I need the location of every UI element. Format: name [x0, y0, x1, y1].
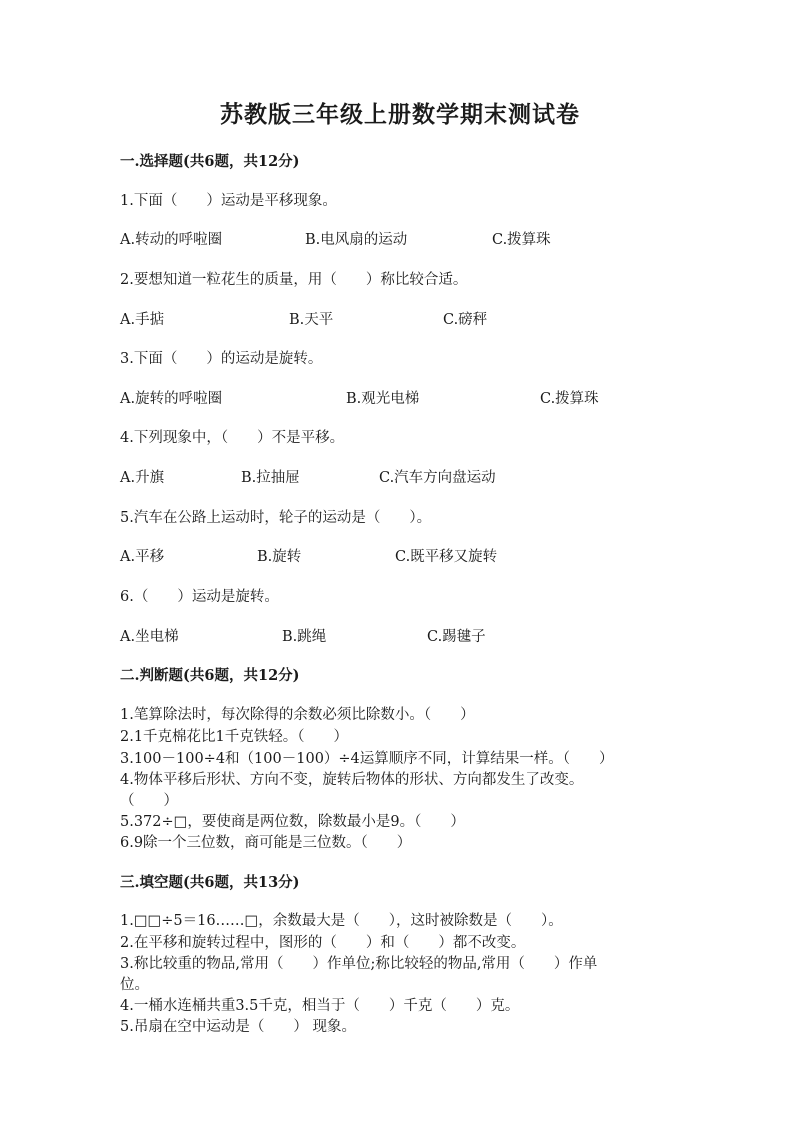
- option-1-1-b: B.电风扇的运动: [305, 232, 408, 248]
- fill-line-1: 1.□□÷5＝16……□，余数最大是（ ），这时被除数是（ ）。: [120, 913, 563, 929]
- question-1-2: 2.要想知道一粒花生的质量，用（ ）称比较合适。: [120, 272, 468, 288]
- option-1-2-a: A.手掂: [120, 312, 165, 328]
- section-heading-judgment: 二.判断题(共6题，共12分): [120, 667, 300, 684]
- judgment-line-5: 5.372÷□，要使商是两位数，除数最小是9。（ ）: [120, 814, 465, 830]
- option-1-3-b: B.观光电梯: [346, 391, 420, 407]
- fill-line-3: 3.称比较重的物品,常用（ ）作单位;称比较轻的物品,常用（ ）作单: [120, 956, 598, 972]
- option-1-6-a: A.坐电梯: [120, 629, 179, 645]
- question-1-6: 6.（ ）运动是旋转。: [120, 589, 279, 605]
- option-1-2-b: B.天平: [289, 312, 334, 328]
- fill-line-2: 2.在平移和旋转过程中，图形的（ ）和（ ）都不改变。: [120, 935, 526, 951]
- option-1-5-b: B.旋转: [257, 549, 302, 565]
- option-1-3-a: A.旋转的呼啦圈: [120, 391, 223, 407]
- section-heading-choice: 一.选择题(共6题，共12分): [120, 153, 300, 170]
- judgment-line-6: 6.9除一个三位数，商可能是三位数。（ ）: [120, 835, 412, 851]
- fill-line-4: 4.一桶水连桶共重3.5千克，相当于（ ）千克（ ）克。: [120, 998, 520, 1014]
- fill-line-5: 5.吊扇在空中运动是（ ） 现象。: [120, 1019, 356, 1035]
- question-1-1: 1.下面（ ）运动是平移现象。: [120, 193, 337, 209]
- fill-line-3-cont: 位。: [120, 977, 149, 993]
- question-1-3: 3.下面（ ）的运动是旋转。: [120, 351, 323, 367]
- option-1-5-c: C.既平移又旋转: [395, 549, 498, 565]
- section-heading-fill: 三.填空题(共6题，共13分): [120, 874, 300, 891]
- option-1-4-a: A.升旗: [120, 470, 165, 486]
- question-1-5: 5.汽车在公路上运动时，轮子的运动是（ ）。: [120, 510, 432, 526]
- option-1-6-c: C.踢毽子: [427, 629, 486, 645]
- option-1-4-c: C.汽车方向盘运动: [379, 470, 496, 486]
- option-1-6-b: B.跳绳: [282, 629, 327, 645]
- judgment-line-1: 1.笔算除法时，每次除得的余数必须比除数小。（ ）: [120, 707, 475, 723]
- exam-title: 苏教版三年级上册数学期末测试卷: [220, 101, 580, 128]
- option-1-1-c: C.拨算珠: [492, 232, 551, 248]
- judgment-line-3: 3.100－100÷4和（100－100）÷4运算顺序不同，计算结果一样。（ ）: [120, 751, 614, 767]
- judgment-line-4: 4.物体平移后形状、方向不变，旋转后物体的形状、方向都发生了改变。: [120, 772, 584, 788]
- question-1-4: 4.下列现象中，（ ）不是平移。: [120, 430, 345, 446]
- option-1-2-c: C.磅秤: [443, 312, 488, 328]
- option-1-4-b: B.拉抽屉: [241, 470, 300, 486]
- option-1-1-a: A.转动的呼啦圈: [120, 232, 223, 248]
- judgment-line-2: 2.1千克棉花比1千克铁轻。（ ）: [120, 729, 349, 745]
- judgment-line-4-cont: （ ）: [120, 793, 178, 809]
- option-1-3-c: C.拨算珠: [540, 391, 599, 407]
- option-1-5-a: A.平移: [120, 549, 165, 565]
